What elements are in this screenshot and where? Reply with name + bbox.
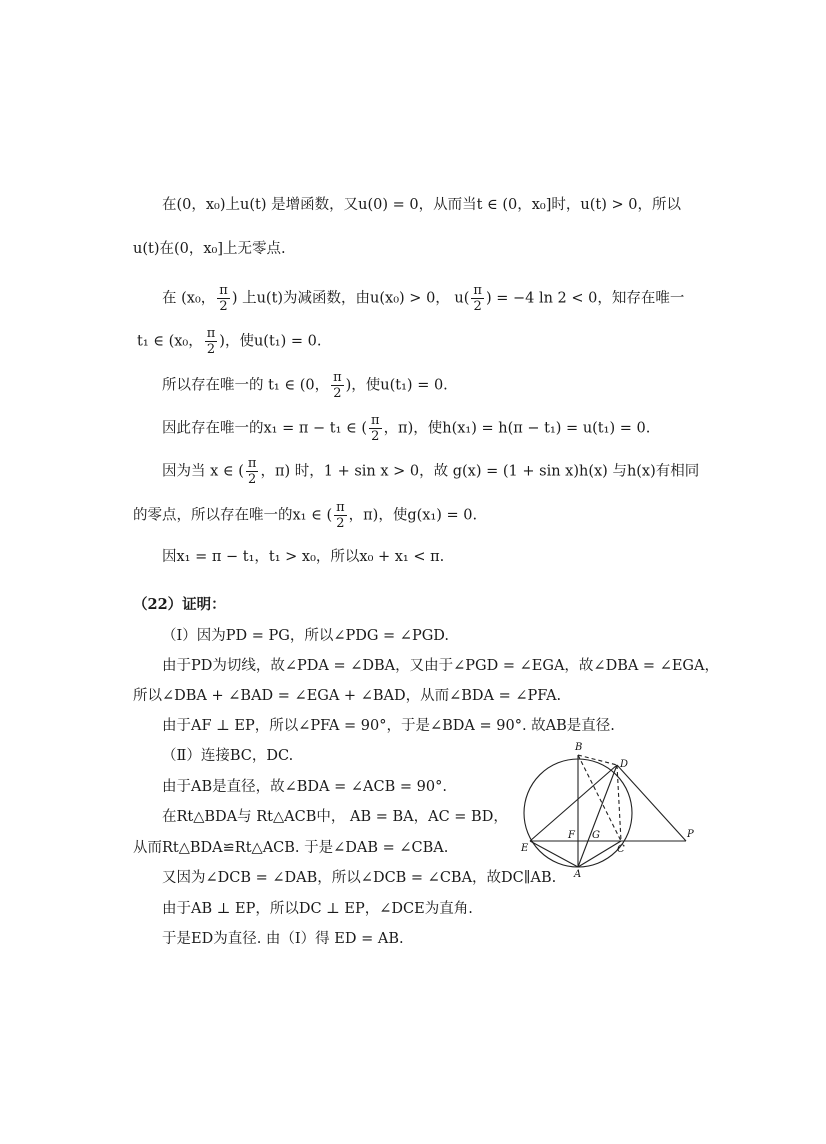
text-segment: 的零点，所以存在唯一的x₁ ∈ (: [133, 507, 333, 524]
text-segment: 在 (x₀，: [162, 290, 216, 307]
text-line: 在(0，x₀)上u(t) 是增函数，又u(0) = 0，从而当t ∈ (0，x₀]时，u(t) > 0，所以: [162, 197, 681, 213]
text-line: [162, 413, 650, 444]
text-line: （Ⅱ）连接BC，DC.: [162, 748, 294, 764]
fraction-pi-over-2: $\frac{\pi}{2}$: [371, 413, 380, 444]
label-P: P: [687, 829, 694, 840]
text-line: u(t)在(0，x₀]上无零点.: [133, 241, 286, 257]
text-line: [162, 283, 684, 314]
text-line: 由于PD为切线，故∠PDA = ∠DBA，又由于∠PGD = ∠EGA，故∠DBA = ∠EGA，: [162, 658, 719, 674]
line-DA: [578, 765, 617, 867]
text-line: 由于AF ⊥ EP，所以∠PFA = 90°，于是∠BDA = 90°. 故AB是直径.: [162, 718, 615, 734]
text-line: 于是ED为直径. 由（Ⅰ）得 ED = AB.: [162, 931, 404, 947]
text-line: [133, 500, 477, 531]
text-line: 由于AB ⊥ EP，所以DC ⊥ EP，∠DCE为直角.: [162, 901, 473, 917]
label-B: B: [575, 742, 583, 753]
text-line: [162, 456, 699, 487]
text-segment: ，π) 时，1 + sin x > 0，故 g(x) = (1 + sin x)h(x) 与h(x)有相同: [260, 463, 700, 480]
text-segment: 因为当 x ∈ (: [162, 463, 244, 480]
text-line: [137, 326, 321, 357]
text-segment: t₁ ∈ (x₀，: [137, 333, 203, 350]
label-E: E: [521, 843, 529, 854]
geometry-figure: [520, 738, 705, 878]
section-heading: （22）证明：: [133, 596, 226, 613]
text-segment: ) 上u(t)为减函数，由u(x₀) > 0， u(: [231, 290, 470, 307]
text-segment: )，使u(t₁) = 0.: [345, 377, 448, 394]
fraction-pi-over-2: $\frac{\pi}{2}$: [247, 456, 257, 487]
label-A: A: [574, 869, 582, 878]
fraction-pi-over-2: $\frac{\pi}{2}$: [219, 283, 228, 314]
label-D: D: [620, 759, 629, 770]
text-line: [162, 370, 448, 401]
text-line: 由于AB是直径，故∠BDA = ∠ACB = 90°.: [162, 779, 447, 795]
fraction-pi-over-2: $\frac{\pi}{2}$: [336, 500, 345, 531]
label-C: C: [617, 844, 625, 855]
line-DP: [617, 765, 686, 841]
line-BD: [578, 755, 617, 765]
text-line: 所以∠DBA + ∠BAD = ∠EGA + ∠BAD，从而∠BDA = ∠PFA.: [133, 688, 562, 704]
fraction-pi-over-2: $\frac{\pi}{2}$: [206, 326, 216, 357]
text-segment: ，π)，使h(x₁) = h(π − t₁) = u(t₁) = 0.: [383, 420, 651, 437]
label-F: F: [568, 830, 575, 841]
text-segment: ) = −4 ln 2 < 0，知存在唯一: [485, 290, 685, 307]
text-line: 从而Rt△BDA≌Rt△ACB. 于是∠DAB = ∠CBA.: [133, 840, 449, 856]
fraction-pi-over-2: $\frac{\pi}{2}$: [473, 283, 482, 314]
text-line: 因x₁ = π − t₁，t₁ > x₀，所以x₀ + x₁ < π.: [162, 549, 445, 565]
line-EA: [530, 841, 578, 867]
text-line: 在Rt△BDA与 Rt△ACB中， AB = BA，AC = BD，: [162, 809, 508, 825]
label-G: G: [592, 830, 600, 841]
text-segment: 因此存在唯一的x₁ = π − t₁ ∈ (: [162, 420, 368, 437]
line-BC: [578, 755, 621, 841]
fraction-pi-over-2: $\frac{\pi}{2}$: [333, 370, 342, 401]
text-segment: 所以存在唯一的 t₁ ∈ (0，: [162, 377, 330, 394]
text-segment: )，使u(t₁) = 0.: [219, 333, 322, 350]
text-line: （Ⅰ）因为PD = PG，所以∠PDG = ∠PGD.: [162, 628, 450, 644]
text-line: 又因为∠DCB = ∠DAB，所以∠DCB = ∠CBA，故DC∥AB.: [162, 870, 557, 886]
text-segment: ，π)，使g(x₁) = 0.: [348, 507, 478, 524]
